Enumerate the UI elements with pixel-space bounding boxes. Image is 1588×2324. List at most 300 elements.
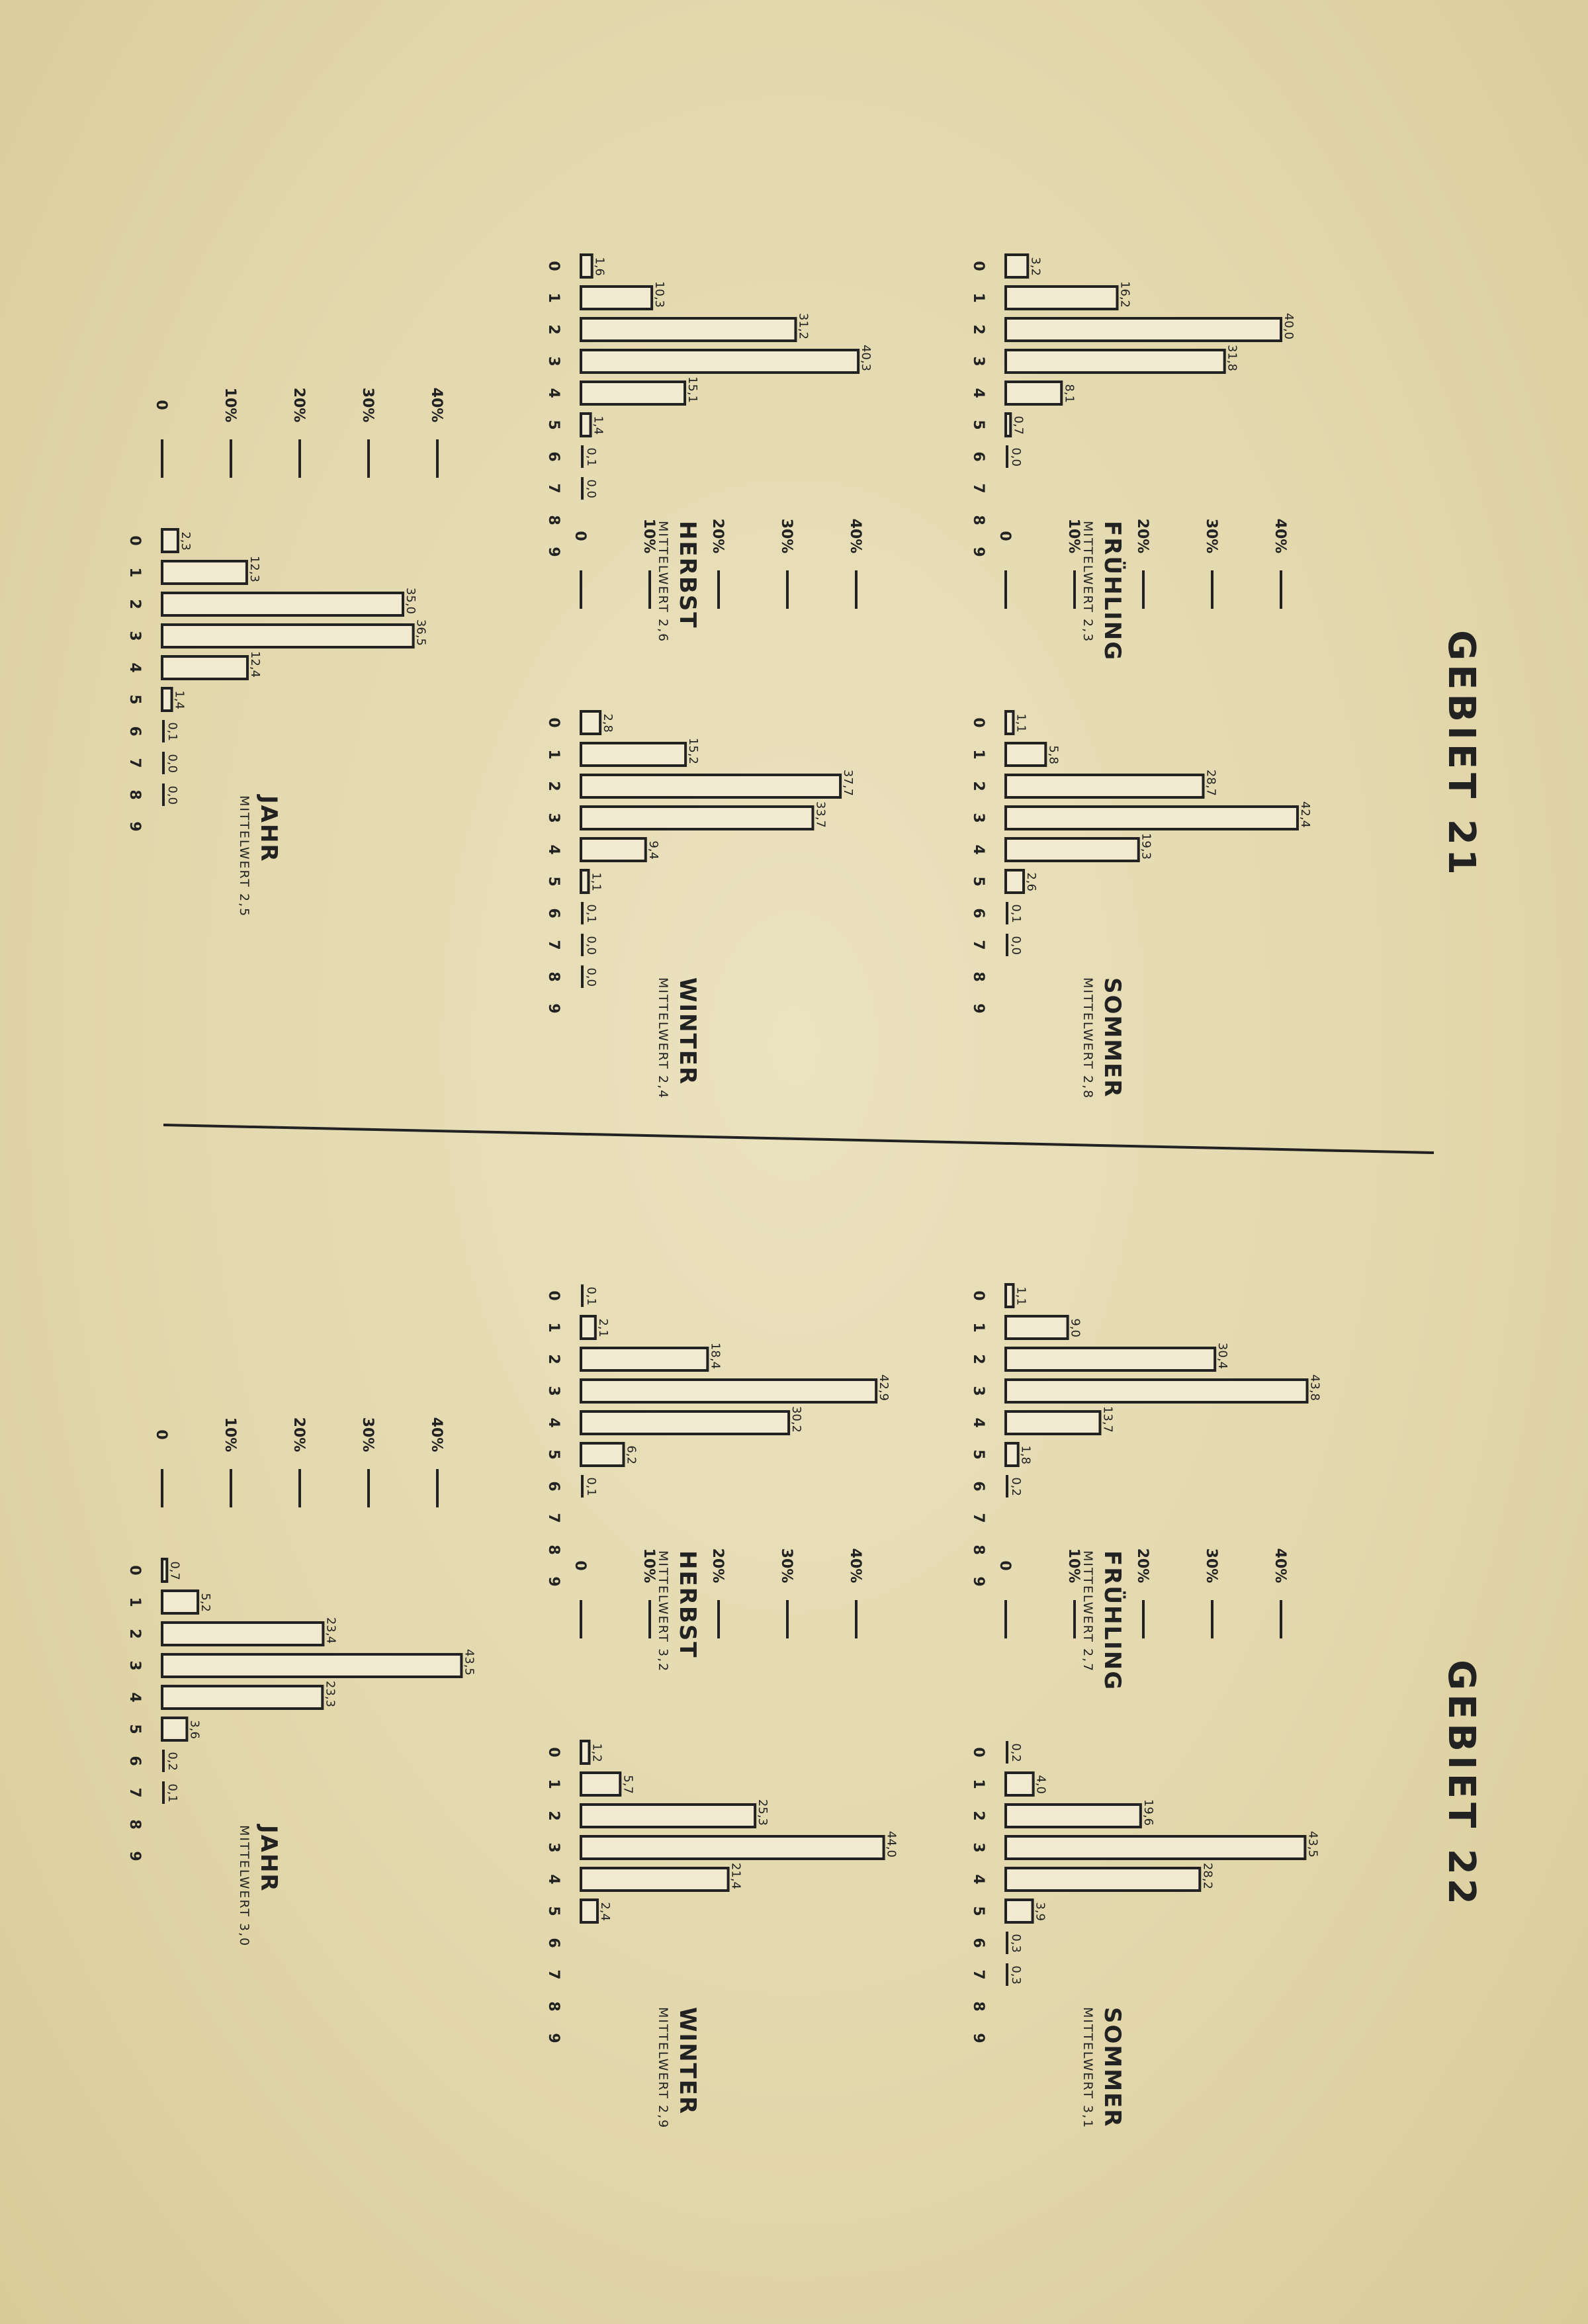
category-label: 9 — [545, 1003, 562, 1014]
bar — [581, 1475, 584, 1497]
category-label: 1 — [545, 749, 562, 760]
category-label: 3 — [545, 356, 562, 367]
bar — [1006, 1348, 1215, 1370]
value-label: 0,1 — [584, 1477, 598, 1496]
value-label: 6,2 — [624, 1445, 639, 1464]
value-label: 15,1 — [685, 376, 700, 403]
scale-label: 0 — [996, 1560, 1013, 1571]
scale-label: 10% — [1065, 518, 1082, 554]
category-label: 2 — [970, 1810, 987, 1821]
value-label: 2,6 — [1024, 872, 1039, 891]
season-title: WINTER — [674, 2007, 701, 2116]
bar — [581, 1741, 589, 1764]
bar — [1006, 934, 1008, 956]
category-label: 2 — [545, 781, 562, 791]
category-label: 8 — [970, 1544, 987, 1555]
bar — [581, 711, 600, 734]
value-label: 0,0 — [165, 754, 179, 773]
value-label: 13,7 — [1100, 1406, 1115, 1433]
value-label: 0,0 — [1009, 447, 1023, 467]
value-label: 0,0 — [165, 785, 179, 805]
category-label: 2 — [545, 324, 562, 335]
scale-label: 30% — [1203, 518, 1219, 554]
value-label: 0,1 — [584, 904, 598, 923]
value-label: 28,2 — [1200, 1862, 1215, 1889]
scale-label: 20% — [709, 1548, 726, 1584]
category-label: 9 — [126, 1851, 143, 1861]
bar — [581, 1836, 884, 1859]
bar — [581, 902, 584, 924]
category-label: 6 — [545, 908, 562, 918]
bar — [581, 1348, 707, 1370]
value-label: 12,3 — [247, 555, 261, 582]
scale-label: 0 — [153, 400, 169, 410]
value-label: 0,7 — [167, 1561, 182, 1580]
area-title: GEBIET 22 — [1440, 1660, 1483, 1908]
scale-label: 10% — [222, 387, 238, 423]
category-label: 5 — [545, 1449, 562, 1460]
season-title: SOMMER — [1099, 977, 1125, 1098]
scale-label: 40% — [428, 387, 445, 423]
value-label: 1,4 — [591, 416, 605, 435]
category-label: 0 — [126, 1565, 143, 1576]
category-label: 6 — [126, 1756, 143, 1766]
bar — [1006, 838, 1139, 861]
scale-label: 30% — [778, 518, 795, 554]
category-label: 3 — [970, 1842, 987, 1853]
bar — [581, 838, 646, 861]
season-title: FRÜHLING — [1099, 521, 1125, 662]
value-label: 9,4 — [646, 840, 660, 860]
category-label: 6 — [126, 726, 143, 737]
bar — [581, 382, 685, 404]
category-label: 2 — [545, 1354, 562, 1364]
category-label: 7 — [545, 940, 562, 950]
category-label: 7 — [545, 1969, 562, 1980]
scale-label: 30% — [1203, 1548, 1219, 1584]
scale-label: 20% — [290, 387, 307, 423]
bar — [1006, 870, 1024, 893]
category-label: 8 — [545, 971, 562, 982]
value-label: 33,7 — [813, 801, 828, 828]
category-label: 1 — [126, 1597, 143, 1607]
bar — [162, 1559, 167, 1582]
value-label: 0,3 — [1009, 1965, 1023, 1985]
category-label: 4 — [545, 388, 562, 398]
scale-label: 20% — [290, 1417, 307, 1452]
scale-label: 0 — [996, 531, 1013, 541]
value-label: 0,0 — [584, 479, 598, 498]
category-label: 5 — [545, 876, 562, 887]
category-label: 4 — [970, 1874, 987, 1885]
bar — [1006, 1868, 1200, 1891]
value-label: 28,7 — [1204, 769, 1218, 796]
season-title: JAHR — [255, 1825, 282, 1893]
season-mean: MITTELWERT 2,8 — [1081, 977, 1095, 1100]
value-label: 42,4 — [1298, 801, 1312, 828]
bar — [162, 1781, 165, 1804]
scale-label: 20% — [709, 518, 726, 554]
value-label: 3,9 — [1033, 1902, 1047, 1921]
value-label: 2,4 — [597, 1902, 612, 1921]
bar — [162, 1623, 323, 1645]
bar — [162, 656, 247, 679]
bar — [1006, 902, 1008, 924]
bar — [1006, 350, 1225, 373]
category-label: 5 — [545, 1906, 562, 1916]
value-label: 0,2 — [165, 1752, 179, 1771]
category-label: 0 — [545, 717, 562, 728]
category-label: 1 — [545, 292, 562, 303]
value-label: 9,0 — [1068, 1318, 1082, 1337]
bar — [581, 965, 584, 988]
bar — [162, 783, 165, 806]
category-label: 7 — [970, 1969, 987, 1980]
bar — [1006, 1932, 1008, 1954]
category-label: 1 — [970, 749, 987, 760]
value-label: 0,3 — [1009, 1934, 1023, 1953]
category-label: 0 — [970, 1747, 987, 1758]
bar — [162, 529, 178, 552]
value-label: 43,8 — [1307, 1374, 1322, 1401]
value-label: 1,8 — [1018, 1445, 1033, 1464]
scale-label: 40% — [847, 1548, 863, 1584]
scale-label: 0 — [572, 1560, 588, 1571]
category-label: 4 — [126, 1692, 143, 1703]
area-title: GEBIET 21 — [1440, 630, 1483, 879]
category-label: 0 — [970, 717, 987, 728]
scale-label: 10% — [640, 518, 657, 554]
value-label: 44,0 — [884, 1830, 899, 1857]
bar — [581, 1316, 596, 1339]
season-title: FRÜHLING — [1099, 1550, 1125, 1691]
scale-label: 20% — [1134, 518, 1151, 554]
value-label: 10,3 — [652, 281, 667, 308]
category-label: 8 — [126, 1819, 143, 1830]
category-label: 4 — [545, 1874, 562, 1885]
value-label: 0,1 — [584, 447, 598, 467]
category-label: 5 — [545, 420, 562, 430]
category-label: 6 — [970, 451, 987, 462]
bar — [581, 775, 840, 797]
value-label: 16,2 — [1118, 281, 1132, 308]
category-label: 0 — [970, 261, 987, 271]
value-label: 0,1 — [165, 722, 179, 741]
value-label: 31,8 — [1225, 344, 1239, 371]
bar — [162, 1591, 198, 1613]
bar — [581, 350, 858, 373]
value-label: 0,0 — [584, 936, 598, 955]
category-label: 3 — [545, 1842, 562, 1853]
value-label: 23,4 — [324, 1617, 338, 1644]
value-label: 0,0 — [1009, 936, 1023, 955]
value-label: 40,3 — [859, 344, 873, 371]
season-mean: MITTELWERT 3,0 — [237, 1825, 251, 1947]
category-label: 2 — [126, 599, 143, 609]
bar — [1006, 1900, 1033, 1922]
bar — [1006, 1836, 1305, 1859]
category-label: 6 — [545, 1481, 562, 1492]
bar — [162, 1718, 187, 1740]
category-label: 6 — [545, 451, 562, 462]
bar — [1006, 1475, 1008, 1497]
value-label: 4,0 — [1034, 1775, 1048, 1794]
scale-label: 10% — [1065, 1548, 1082, 1584]
category-label: 5 — [126, 694, 143, 705]
value-label: 5,2 — [198, 1593, 213, 1612]
value-label: 2,3 — [178, 531, 193, 551]
value-label: 1,1 — [1014, 713, 1028, 733]
scale-label: 40% — [428, 1417, 445, 1452]
category-label: 8 — [970, 515, 987, 525]
category-label: 1 — [970, 1779, 987, 1789]
value-label: 0,2 — [1009, 1743, 1023, 1762]
scale-label: 40% — [1272, 1548, 1288, 1584]
value-label: 43,5 — [1305, 1830, 1320, 1857]
value-label: 42,9 — [877, 1374, 891, 1401]
bar — [1006, 711, 1013, 734]
bar — [162, 1654, 461, 1677]
category-label: 3 — [545, 813, 562, 823]
value-label: 31,2 — [796, 312, 811, 339]
value-label: 3,2 — [1028, 257, 1043, 276]
bar — [1006, 1805, 1141, 1827]
bar — [1006, 775, 1203, 797]
category-label: 5 — [970, 420, 987, 430]
bar — [1006, 1380, 1307, 1402]
category-label: 4 — [545, 844, 562, 855]
category-label: 2 — [970, 781, 987, 791]
value-label: 18,4 — [708, 1342, 723, 1369]
season-mean: MITTELWERT 3,1 — [1081, 2007, 1095, 2129]
value-label: 1,6 — [592, 257, 607, 276]
bar — [162, 561, 247, 584]
category-label: 7 — [970, 940, 987, 950]
bar — [581, 1443, 623, 1466]
value-label: 30,2 — [789, 1406, 804, 1433]
bar — [162, 625, 414, 647]
bar — [581, 414, 591, 436]
category-label: 4 — [970, 388, 987, 398]
category-label: 2 — [545, 1810, 562, 1821]
value-label: 0,1 — [584, 1286, 598, 1306]
value-label: 40,0 — [1282, 312, 1296, 339]
category-label: 0 — [545, 1290, 562, 1301]
bar — [581, 1380, 876, 1402]
value-label: 3,6 — [187, 1720, 202, 1739]
scale-label: 40% — [1272, 518, 1288, 554]
category-label: 8 — [970, 971, 987, 982]
category-label: 1 — [545, 1779, 562, 1789]
category-label: 3 — [970, 813, 987, 823]
bar — [581, 287, 652, 309]
category-label: 9 — [970, 1003, 987, 1014]
value-label: 1,1 — [1014, 1286, 1028, 1306]
season-title: JAHR — [255, 795, 282, 863]
category-label: 5 — [970, 876, 987, 887]
value-label: 21,4 — [728, 1862, 743, 1889]
category-label: 9 — [545, 547, 562, 557]
category-label: 9 — [545, 1576, 562, 1587]
bar — [162, 720, 165, 742]
bar — [162, 1686, 322, 1709]
category-label: 9 — [545, 2033, 562, 2043]
bar — [1006, 255, 1028, 277]
category-label: 7 — [970, 483, 987, 494]
value-label: 19,3 — [1139, 832, 1153, 860]
category-label: 1 — [970, 1322, 987, 1333]
category-label: 1 — [545, 1322, 562, 1333]
category-label: 5 — [970, 1449, 987, 1460]
scale-label: 30% — [778, 1548, 795, 1584]
category-label: 3 — [970, 356, 987, 367]
bar — [162, 752, 165, 774]
bar — [581, 743, 685, 766]
category-label: 3 — [970, 1386, 987, 1396]
bar — [1006, 445, 1008, 468]
category-label: 1 — [970, 292, 987, 303]
bar — [1006, 414, 1010, 436]
category-label: 3 — [126, 1660, 143, 1671]
category-label: 4 — [126, 662, 143, 673]
category-label: 0 — [545, 261, 562, 271]
value-label: 1,1 — [589, 872, 603, 891]
bar — [581, 1805, 755, 1827]
bar — [581, 870, 588, 893]
category-label: 8 — [545, 2001, 562, 2012]
bar — [581, 1411, 789, 1434]
bar — [1006, 1284, 1013, 1307]
value-label: 5,8 — [1046, 745, 1061, 764]
bar — [162, 1750, 165, 1772]
category-label: 5 — [126, 1724, 143, 1734]
value-label: 0,0 — [584, 967, 598, 987]
category-label: 0 — [970, 1290, 987, 1301]
value-label: 2,1 — [596, 1318, 610, 1337]
bar — [1006, 318, 1281, 341]
category-label: 4 — [970, 844, 987, 855]
season-mean: MITTELWERT 3,2 — [656, 1550, 670, 1673]
value-label: 5,7 — [621, 1775, 635, 1794]
bar — [1006, 807, 1298, 829]
category-label: 6 — [970, 1481, 987, 1492]
area-separator — [163, 1125, 1434, 1153]
season-mean: MITTELWERT 2,3 — [1081, 521, 1095, 643]
scale-label: 0 — [153, 1429, 169, 1440]
value-label: 1,4 — [172, 690, 187, 709]
category-label: 7 — [126, 758, 143, 768]
bar — [581, 477, 584, 500]
category-label: 4 — [970, 1417, 987, 1428]
bar — [1006, 1963, 1008, 1986]
category-label: 7 — [970, 1513, 987, 1523]
value-label: 0,7 — [1011, 416, 1026, 435]
category-label: 0 — [545, 1747, 562, 1758]
bar — [1006, 1316, 1068, 1339]
value-label: 23,3 — [323, 1680, 337, 1707]
bar — [581, 255, 592, 277]
category-label: 2 — [970, 1354, 987, 1364]
bar — [1006, 382, 1061, 404]
bar — [581, 445, 584, 468]
category-label: 6 — [970, 908, 987, 918]
bar — [581, 318, 795, 341]
category-label: 8 — [970, 2001, 987, 2012]
bar — [581, 1773, 620, 1795]
value-label: 37,7 — [841, 769, 856, 796]
value-label: 0,2 — [1009, 1477, 1023, 1496]
bar — [581, 934, 584, 956]
category-label: 7 — [545, 1513, 562, 1523]
bar — [581, 1868, 728, 1891]
bar — [1006, 1741, 1008, 1764]
season-title: SOMMER — [1099, 2007, 1125, 2128]
category-label: 9 — [970, 2033, 987, 2043]
season-mean: MITTELWERT 2,7 — [1081, 1550, 1095, 1673]
season-title: WINTER — [674, 977, 701, 1086]
category-label: 7 — [126, 1787, 143, 1798]
season-title: HERBST — [674, 521, 701, 629]
scale-label: 10% — [640, 1548, 657, 1584]
scale-label: 40% — [847, 518, 863, 554]
bar — [1006, 1443, 1018, 1466]
scale-label: 10% — [222, 1417, 238, 1452]
bar — [1006, 1411, 1100, 1434]
bar — [581, 1900, 597, 1922]
category-label: 8 — [545, 515, 562, 525]
category-label: 3 — [545, 1386, 562, 1396]
category-label: 5 — [970, 1906, 987, 1916]
season-mean: MITTELWERT 2,5 — [237, 795, 251, 918]
value-label: 0,1 — [165, 1783, 179, 1803]
bar — [581, 1284, 584, 1307]
category-label: 9 — [970, 1576, 987, 1587]
season-mean: MITTELWERT 2,6 — [656, 521, 670, 643]
value-label: 43,5 — [462, 1648, 476, 1676]
value-label: 30,4 — [1215, 1342, 1230, 1369]
season-mean: MITTELWERT 2,4 — [656, 977, 670, 1100]
category-label: 8 — [126, 789, 143, 800]
category-label: 9 — [126, 821, 143, 832]
bar — [162, 688, 172, 711]
value-label: 19,6 — [1141, 1799, 1155, 1826]
category-label: 1 — [126, 567, 143, 578]
value-label: 8,1 — [1062, 384, 1077, 403]
scale-label: 30% — [359, 387, 376, 423]
value-label: 35,0 — [404, 587, 418, 614]
category-label: 6 — [970, 1938, 987, 1948]
season-title: HERBST — [674, 1550, 701, 1659]
value-label: 2,8 — [601, 713, 615, 733]
bar — [1006, 1773, 1034, 1795]
value-label: 12,4 — [247, 650, 262, 678]
value-label: 1,2 — [590, 1743, 604, 1762]
category-label: 2 — [970, 324, 987, 335]
season-mean: MITTELWERT 2,9 — [656, 2007, 670, 2129]
bar — [581, 807, 813, 829]
value-label: 15,2 — [686, 737, 701, 764]
bar — [1006, 287, 1117, 309]
value-label: 36,5 — [414, 619, 428, 646]
category-label: 0 — [126, 535, 143, 546]
value-label: 25,3 — [756, 1799, 770, 1826]
scale-label: 0 — [572, 531, 588, 541]
bar — [162, 593, 403, 615]
category-label: 2 — [126, 1629, 143, 1639]
category-label: 7 — [545, 483, 562, 494]
scale-label: 20% — [1134, 1548, 1151, 1584]
category-label: 9 — [970, 547, 987, 557]
